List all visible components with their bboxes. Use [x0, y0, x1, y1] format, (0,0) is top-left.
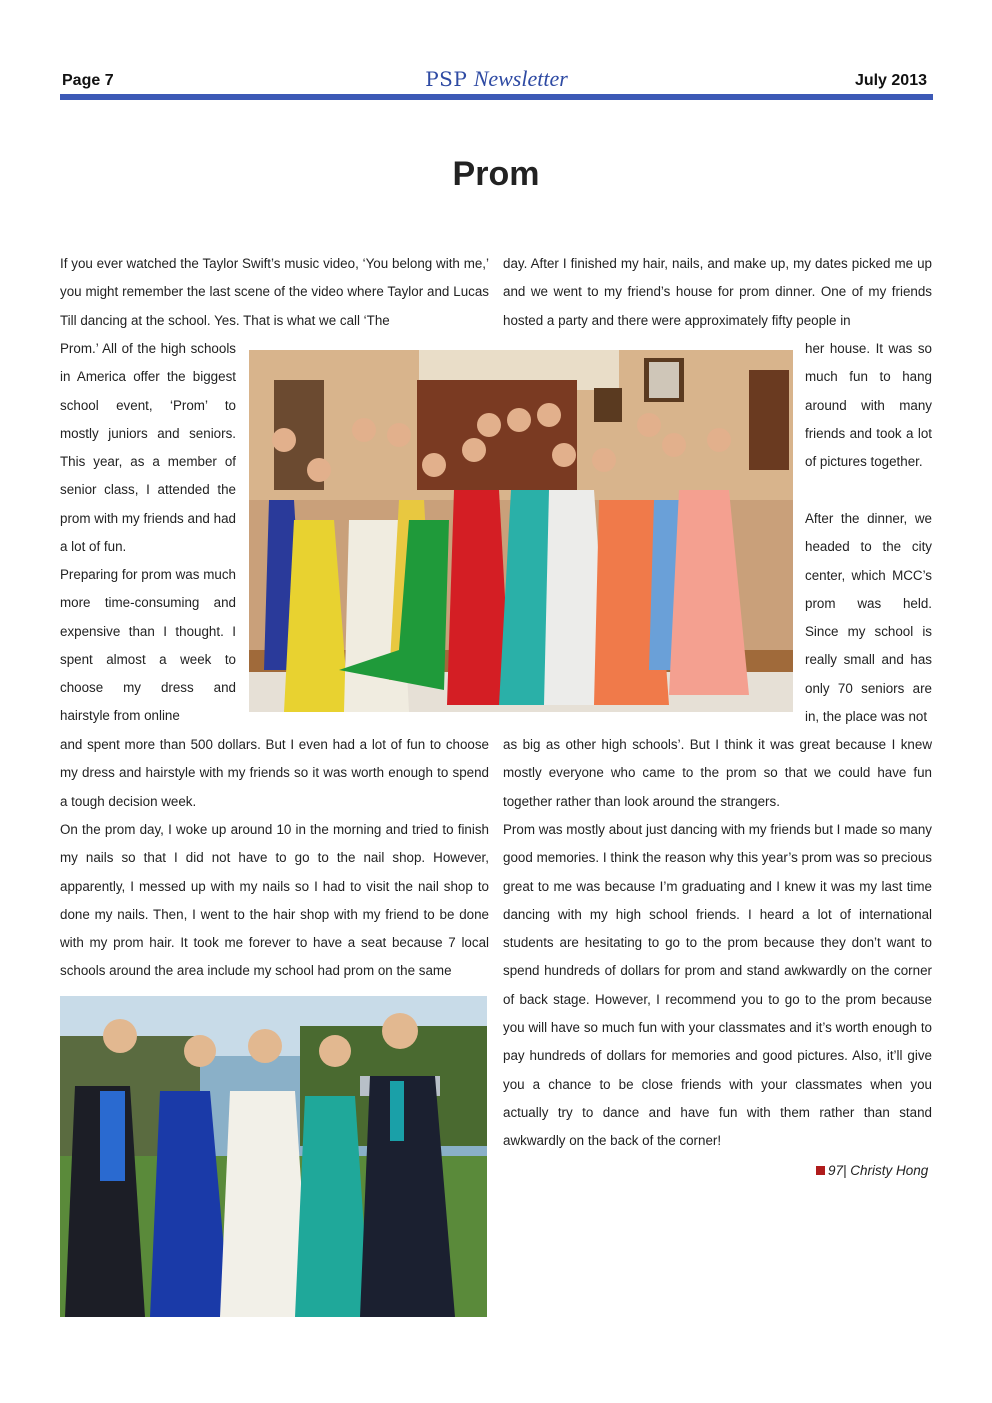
signature-text: 97| Christy Hong	[828, 1163, 929, 1178]
newsletter-brand: PSP	[425, 67, 468, 91]
right-paragraph-top: day. After I finished my hair, nails, and make up, my dates picked me up and we went to my friend’s house for prom dinner. One of my friends hosted a party and there were approximately fifty people in	[503, 256, 932, 328]
header-rule	[60, 94, 933, 100]
left-paragraph-mid: and spent more than 500 dollars. But I even had a lot of fun to choose my dress and hairstyle with my friends so it was worth enough to spend a tough decision week.	[60, 737, 489, 809]
newsletter-title	[60, 66, 933, 92]
newsletter-name: Newsletter	[473, 66, 568, 91]
couples-prom-photo	[60, 996, 487, 1317]
right-paragraph-wrap: her house. It was so much fun to hang around with many friends and took a lot of pictures together.	[805, 341, 932, 470]
left-paragraph-wrap-2: Preparing for prom was much more time-consuming and expensive than I thought. I spent almost a week to choose my dress and hairstyle from online	[60, 567, 236, 724]
issue-date: July 2013	[854, 72, 927, 89]
signature-square-icon	[816, 1166, 825, 1175]
page-number: Page 7	[62, 72, 114, 89]
article-title: Prom	[452, 155, 540, 193]
left-paragraph-intro: If you ever watched the Taylor Swift’s music video, ‘You belong with me,’ you might remember the last scene of the video where Taylor and Lucas Till dancing at the school. Yes. That is what we call ‘The	[60, 256, 489, 328]
right-paragraph-mid: as big as other high schools’. But I think it was great because I knew mostly everyone who came to the prom so that we could have fun together rather than look around the strangers.	[503, 737, 932, 809]
right-paragraph-wrap-2: After the dinner, we headed to the city center, which MCC’s prom was held. Since my school is really small and has only 70 seniors are in, the place was not	[805, 511, 932, 725]
right-paragraph-bottom: Prom was mostly about just dancing with my friends but I made so many good memories. I think the reason why this year’s prom was so precious great to me was because I’m graduating and I knew it was my last time dancing with my high school friends. I heard a lot of international students are hesitating to go to the prom because they don’t want to spend hundreds of dollars for prom and stand awkwardly on the corner of back stage. However, I recommend you to go to the prom because you will have so much fun with your classmates and it’s worth enough to pay hundreds of dollars for memories and good pictures. Also, it’ll give you a chance to be close friends with your classmates when you actually try to dance and have fun with them rather than stand awkwardly on the back of the corner!	[503, 822, 932, 1149]
group-prom-photo	[249, 350, 793, 712]
left-paragraph-wrap: Prom.’ All of the high schools in America offer the biggest school event, ‘Prom’ to mostly juniors and seniors. This year, as a member of senior class, I attended the prom with my friends and had a lot of fun.	[60, 341, 236, 555]
author-signature	[816, 1163, 928, 1178]
left-paragraph-bottom: On the prom day, I woke up around 10 in the morning and tried to finish my nails so that I did not have to go to the nail shop. However, apparently, I messed up with my nails so I had to visit the nail shop to done my nails. Then, I went to the hair shop with my friend to be done with my prom hair. It took me forever to have a seat because 7 local schools around the area include my school had prom on the same	[60, 822, 489, 979]
